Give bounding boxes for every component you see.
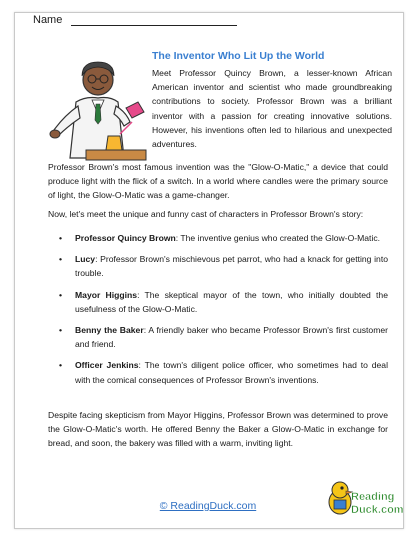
readingduck-link[interactable]: © ReadingDuck.com bbox=[159, 500, 257, 512]
list-item: • Benny the Baker: A friendly baker who became Professor Brown's first customer and friend. bbox=[59, 325, 389, 350]
name-field-row bbox=[33, 14, 237, 26]
worksheet-title: The Inventor Who Lit Up the World bbox=[152, 50, 325, 62]
paragraph-glow-o-matic: Professor Brown's most famous invention was the "Glow-O-Matic," a device that could produce light with the flick of a switch. In a world where candles were the primary source of light, the Glow-O-Matic was a game-changer. bbox=[48, 162, 388, 201]
svg-text:Reading: Reading bbox=[351, 491, 395, 503]
list-item: • Mayor Higgins: The skeptical mayor of the town, who initially doubted the usefulness of the Glow-O-Matic. bbox=[59, 289, 388, 314]
name-line[interactable] bbox=[71, 15, 237, 26]
list-item: • Officer Jenkins: The town's diligent police officer, who sometimes had to deal with the comical consequences of Professor Brown's inventions. bbox=[59, 360, 388, 385]
svg-text:Duck.com: Duck.com bbox=[351, 504, 404, 516]
list-item: • Lucy: Professor Brown's mischievous pet parrot, who had a knack for getting into trouble. bbox=[59, 254, 388, 279]
character-list bbox=[55, 231, 388, 394]
paragraph-conclusion: Despite facing skepticism from Mayor Higgins, Professor Brown was determined to prove the Glow-O-Matic's worth. He offered Benny the Baker a Glow-O-Matic in exchange for bread, and soon, the bakery was filled with a warm, inviting light. bbox=[48, 410, 388, 449]
paragraph-cast-intro: Now, let's meet the unique and funny cast of characters in Professor Brown's story: bbox=[48, 209, 364, 219]
scientist-illustration bbox=[46, 50, 150, 162]
list-item: • Professor Quincy Brown: The inventive genius who created the Glow-O-Matic. bbox=[59, 233, 381, 243]
reading-duck-logo bbox=[320, 474, 404, 522]
name-label: Name bbox=[33, 14, 63, 26]
intro-paragraph: Meet Professor Quincy Brown, a lesser-known African American inventor and scientist who made groundbreaking contributions to society. Professor Brown was a brilliant inventor with a passion for creating innovative solutions. However, his inventions often led to hilarious and unexpected adventures. bbox=[152, 68, 392, 150]
